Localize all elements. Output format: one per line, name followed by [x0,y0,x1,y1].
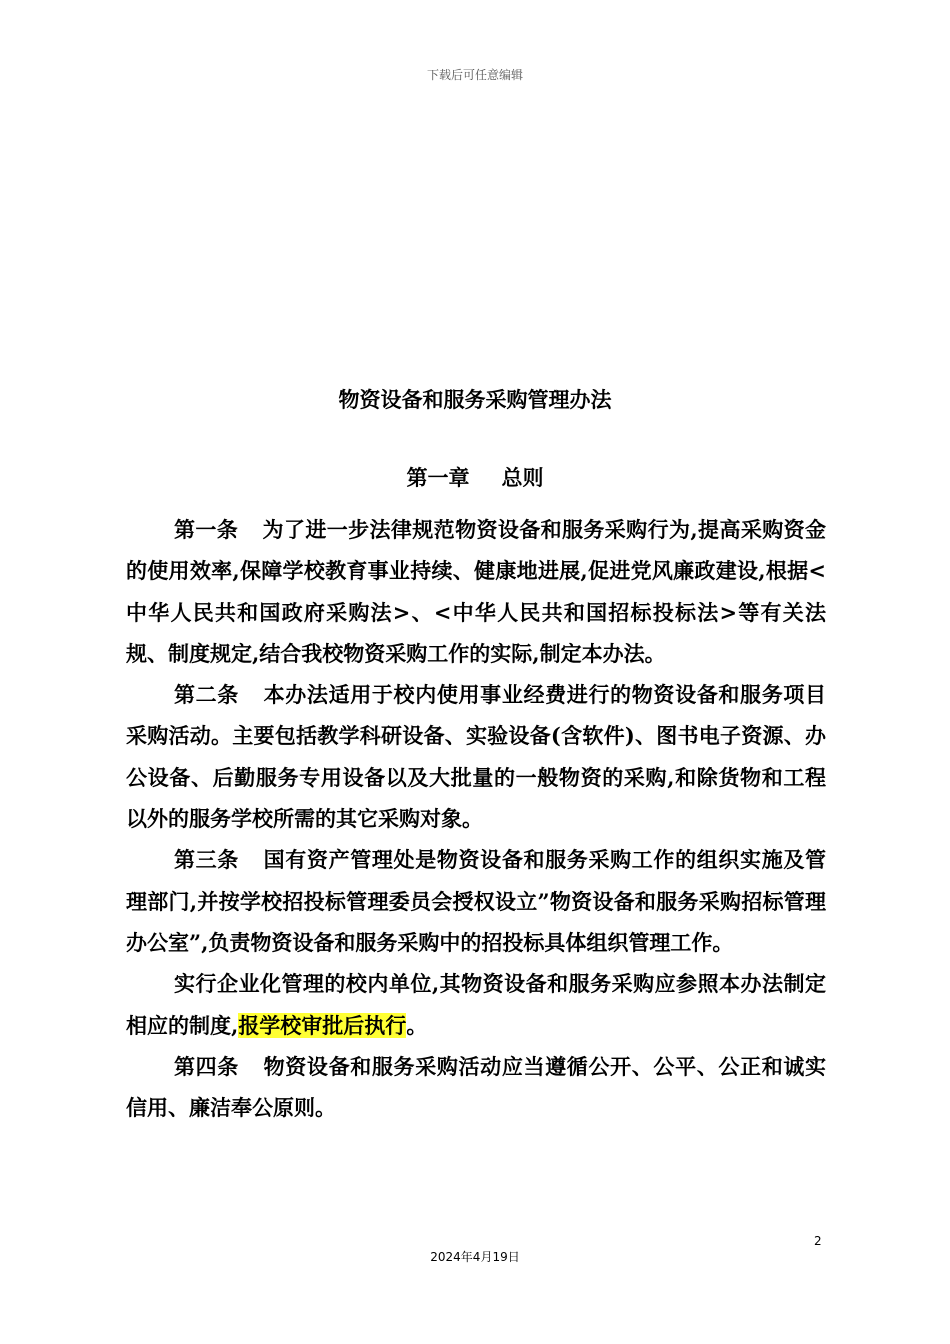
chapter-name: 总则 [501,465,544,490]
document-body [126,509,826,1128]
document-title: 物资设备和服务采购管理办法 [338,387,612,412]
paragraph-text: 实行企业化管理的校内单位,其物资设备和服务采购应参照本办法制定相应的制度, [126,971,826,1038]
chapter-number: 第一章 [406,465,470,490]
page-footer-date: 2024年4月19日 [430,1250,520,1264]
article-2 [126,674,826,839]
article-text: 为了进一步法律规范物资设备和服务采购行为,提高采购资金的使用效率,保障学校教育事业持续、健康地进展,促进党风廉政建设,根据<中华人民共和国政府采购法>、<中华人民共和国招标投标法>等有关法规、制度规定,结合我校物资采购工作的实际,制定本办法。 [126,517,826,666]
page-number: 2 [814,1234,822,1248]
article-label: 第二条 [174,682,239,708]
article-label: 第四条 [174,1053,239,1079]
article-label: 第三条 [174,847,239,873]
paragraph-enterprise-units [126,963,826,1046]
article-text: 物资设备和服务采购活动应当遵循公开、公平、公正和诚实信用、廉洁奉公原则。 [126,1053,827,1121]
article-text: 本办法适用于校内使用事业经费进行的物资设备和服务项目采购活动。主要包括教学科研设备、实验设备(含软件)、图书电子资源、办公设备、后勤服务专用设备以及大批量的一般物资的采购,和除货物和工程以外的服务学校所需的其它采购对象。 [126,682,827,832]
article-text: 国有资产管理处是物资设备和服务采购工作的组织实施及管理部门,并按学校招投标管理委员会授权设立”物资设备和服务采购招标管理办公室”,负责物资设备和服务采购中的招投标具体组织管理工作。 [126,847,827,955]
article-label: 第一条 [174,517,239,542]
article-3 [126,839,826,963]
page-header: 下载后可任意编辑 [426,68,523,82]
highlighted-text: 报学校审批后执行 [238,1012,407,1038]
article-4 [126,1046,826,1129]
chapter-heading [0,462,950,492]
article-1 [126,509,826,674]
paragraph-end: 。 [406,1012,428,1038]
